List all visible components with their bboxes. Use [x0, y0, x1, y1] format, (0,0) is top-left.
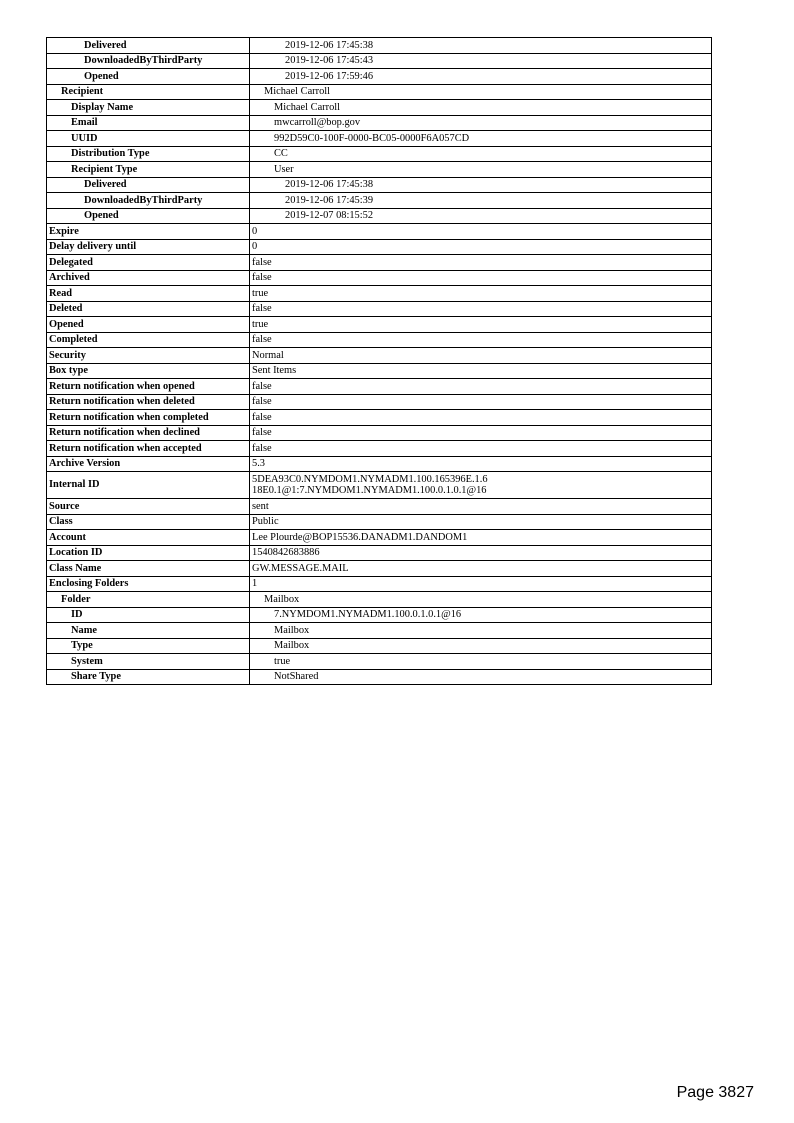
table-row: [47, 239, 712, 255]
table-row: [47, 193, 712, 209]
property-key: Return notification when completed: [47, 410, 250, 426]
property-key: Source: [47, 499, 250, 515]
property-value: false: [250, 301, 712, 317]
property-key: DownloadedByThirdParty: [47, 193, 250, 209]
property-value: false: [250, 410, 712, 426]
table-row: [47, 472, 712, 499]
table-row: [47, 592, 712, 608]
table-row: [47, 208, 712, 224]
property-value: 1540842683886: [250, 545, 712, 561]
property-value: 2019-12-07 08:15:52: [250, 208, 712, 224]
table-row: [47, 348, 712, 364]
table-row: [47, 255, 712, 271]
table-row: [47, 638, 712, 654]
property-value: 2019-12-06 17:45:38: [250, 38, 712, 54]
property-key: Class Name: [47, 561, 250, 577]
page-number: Page 3827: [676, 1084, 754, 1101]
property-value: 2019-12-06 17:45:43: [250, 53, 712, 69]
property-value: Mailbox: [250, 623, 712, 639]
table-row: [47, 530, 712, 546]
property-key: Opened: [47, 208, 250, 224]
table-row: [47, 131, 712, 147]
table-row: [47, 499, 712, 515]
table-row: [47, 425, 712, 441]
properties-table: [46, 37, 712, 685]
property-key: DownloadedByThirdParty: [47, 53, 250, 69]
table-row: [47, 270, 712, 286]
property-value: 0: [250, 224, 712, 240]
table-row: [47, 669, 712, 685]
table-row: [47, 394, 712, 410]
property-key: Read: [47, 286, 250, 302]
property-key: Class: [47, 514, 250, 530]
property-key: Account: [47, 530, 250, 546]
property-value: User: [250, 162, 712, 178]
property-key: Display Name: [47, 100, 250, 116]
property-key: Internal ID: [47, 472, 250, 499]
table-row: [47, 317, 712, 333]
table-row: [47, 286, 712, 302]
property-value: 992D59C0-100F-0000-BC05-0000F6A057CD: [250, 131, 712, 147]
table-row: [47, 623, 712, 639]
property-value: false: [250, 425, 712, 441]
table-row: [47, 162, 712, 178]
property-key: Security: [47, 348, 250, 364]
property-value: 1: [250, 576, 712, 592]
property-value: false: [250, 270, 712, 286]
property-value: Lee Plourde@BOP15536.DANADM1.DANDOM1: [250, 530, 712, 546]
property-key: Deleted: [47, 301, 250, 317]
property-key: Folder: [47, 592, 250, 608]
property-key: Email: [47, 115, 250, 131]
table-row: [47, 410, 712, 426]
table-row: [47, 146, 712, 162]
table-row: [47, 576, 712, 592]
property-key: ID: [47, 607, 250, 623]
table-row: [47, 456, 712, 472]
table-row: [47, 53, 712, 69]
property-value: 5.3: [250, 456, 712, 472]
property-value: Public: [250, 514, 712, 530]
property-key: Distribution Type: [47, 146, 250, 162]
property-key: Expire: [47, 224, 250, 240]
table-row: [47, 115, 712, 131]
property-key: Box type: [47, 363, 250, 379]
property-key: Name: [47, 623, 250, 639]
property-value: Michael Carroll: [250, 84, 712, 100]
property-value: Michael Carroll: [250, 100, 712, 116]
property-key: Return notification when declined: [47, 425, 250, 441]
table-row: [47, 514, 712, 530]
properties-table-body: [47, 38, 712, 685]
property-value: false: [250, 441, 712, 457]
property-value: 7.NYMDOM1.NYMADM1.100.0.1.0.1@16: [250, 607, 712, 623]
property-key: Return notification when opened: [47, 379, 250, 395]
table-row: [47, 38, 712, 54]
property-key: Delivered: [47, 38, 250, 54]
table-row: [47, 561, 712, 577]
table-row: [47, 224, 712, 240]
property-key: Recipient Type: [47, 162, 250, 178]
table-row: [47, 441, 712, 457]
property-key: Share Type: [47, 669, 250, 685]
property-value: 2019-12-06 17:45:38: [250, 177, 712, 193]
table-row: [47, 363, 712, 379]
property-key: UUID: [47, 131, 250, 147]
property-key: Opened: [47, 69, 250, 85]
property-value: false: [250, 255, 712, 271]
property-key: Recipient: [47, 84, 250, 100]
property-key: Delivered: [47, 177, 250, 193]
table-row: [47, 69, 712, 85]
property-value: true: [250, 286, 712, 302]
table-row: [47, 654, 712, 670]
property-value: CC: [250, 146, 712, 162]
table-row: [47, 84, 712, 100]
property-key: Opened: [47, 317, 250, 333]
table-row: [47, 100, 712, 116]
property-value: NotShared: [250, 669, 712, 685]
property-value: 0: [250, 239, 712, 255]
property-key: Delegated: [47, 255, 250, 271]
property-value: sent: [250, 499, 712, 515]
property-value: false: [250, 332, 712, 348]
property-key: Type: [47, 638, 250, 654]
property-value: true: [250, 317, 712, 333]
table-row: [47, 177, 712, 193]
property-key: Delay delivery until: [47, 239, 250, 255]
property-key: Return notification when accepted: [47, 441, 250, 457]
property-value: Mailbox: [250, 638, 712, 654]
table-row: [47, 332, 712, 348]
property-key: Location ID: [47, 545, 250, 561]
table-row: [47, 545, 712, 561]
property-value: 2019-12-06 17:45:39: [250, 193, 712, 209]
table-row: [47, 301, 712, 317]
property-key: Enclosing Folders: [47, 576, 250, 592]
property-value: mwcarroll@bop.gov: [250, 115, 712, 131]
property-value: Sent Items: [250, 363, 712, 379]
property-key: Return notification when deleted: [47, 394, 250, 410]
property-key: Archive Version: [47, 456, 250, 472]
property-value: Normal: [250, 348, 712, 364]
property-value: GW.MESSAGE.MAIL: [250, 561, 712, 577]
property-value: false: [250, 379, 712, 395]
property-key: Archived: [47, 270, 250, 286]
property-value: false: [250, 394, 712, 410]
property-key: System: [47, 654, 250, 670]
table-row: [47, 379, 712, 395]
property-value: Mailbox: [250, 592, 712, 608]
property-value: true: [250, 654, 712, 670]
property-value: 2019-12-06 17:59:46: [250, 69, 712, 85]
table-row: [47, 607, 712, 623]
property-key: Completed: [47, 332, 250, 348]
property-value: 5DEA93C0.NYMDOM1.NYMADM1.100.165396E.1.6 18E0.1@1:7.NYMDOM1.NYMADM1.100.0.1.0.1@16: [250, 472, 712, 499]
